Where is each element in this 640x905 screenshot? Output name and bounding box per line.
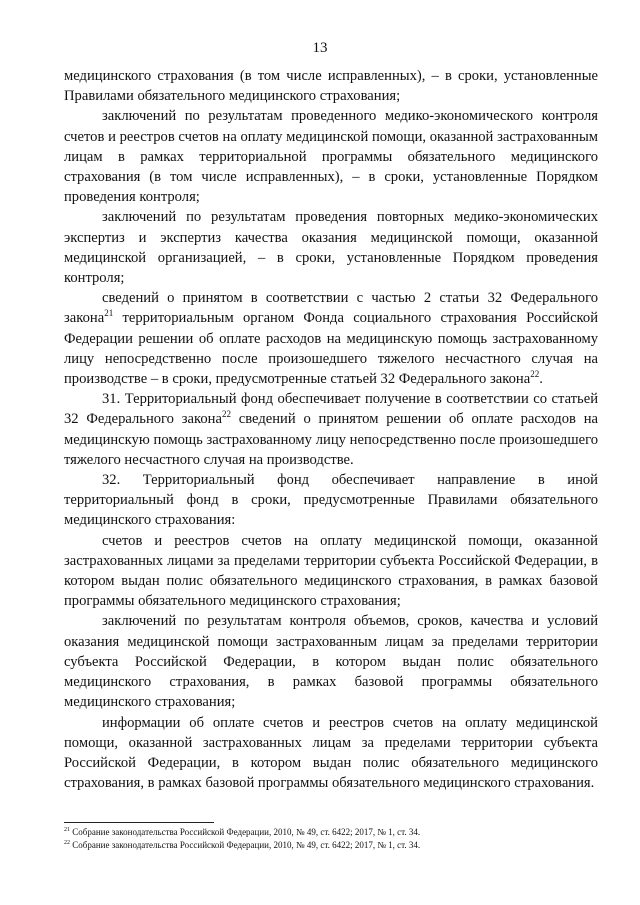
- body-text: [64, 66, 598, 793]
- footnote-text: Собрание законодательства Российской Федерации, 2010, № 49, ст. 6422; 2017, № 1, ст. 34.: [72, 840, 421, 850]
- paragraph-9: информации об оплате счетов и реестров счетов на оплату медицинской помощи, оказанной застрахованных лицам за пределами территории субъекта Российской Федерации, в котором выдан полис обязательного медицинского страхования, в рамках базовой программы обязательного медицинского страхования.: [64, 714, 598, 792]
- paragraph-2: заключений по результатам проведенного медико-экономического контроля счетов и реестров счетов на оплату медицинской помощи, оказанной застрахованным лицам в рамках территориальной программы обязательного медицинского страхования (в том числе исправленных), – в сроки, установленные Порядком проведения контроля;: [64, 108, 598, 206]
- footnote-divider: [64, 822, 214, 823]
- footnote-ref-21: 21: [104, 308, 114, 319]
- paragraph-7: счетов и реестров счетов на оплату медицинской помощи, оказанной застрахованных лицами за пределами территории субъекта Российской Федерации, в котором выдан полис обязательного медицинского страхования, в рамках базовой программы обязательного медицинского страхования;: [64, 532, 598, 610]
- footnote-item: [64, 826, 598, 839]
- paragraph-5-text-b: сведений о принятом решении об оплате расходов на медицинскую помощь застрахованному лицу непосредственно после произошедшего тяжелого несчастного случая на производстве.: [64, 411, 598, 468]
- paragraph-5-text-a: 31. Территориальный фонд обеспечивает получение в соответствии со статьей 32 Федерального закона: [64, 391, 598, 428]
- paragraph-4-text-b: территориальным органом Фонда социального страхования Российской Федерации решении об оплате расходов на медицинскую помощь застрахованному лицу непосредственно после произошедшего тяжелого несчастного случая на производстве – в сроки, предусмотренные статьей 32 Федерального закона: [64, 310, 598, 388]
- paragraph-3: заключений по результатам проведения повторных медико-экономических экспертиз и экспертиз качества оказания медицинской помощи, оказанной медицинской организацией, – в сроки, установленные Порядком проведения контроля;: [64, 209, 598, 287]
- footnote-ref-22: 22: [530, 369, 540, 380]
- paragraph-6: 32. Территориальный фонд обеспечивает направление в иной территориальный фонд в сроки, предусмотренные Правилами обязательного медицинского страхования:: [64, 472, 598, 529]
- paragraph-1: медицинского страхования (в том числе исправленных), – в сроки, установленные Правилами обязательного медицинского страхования;: [64, 68, 598, 105]
- paragraph-4: [64, 288, 598, 389]
- paragraph-5: [64, 389, 598, 470]
- paragraph-8: заключений по результатам контроля объемов, сроков, качества и условий оказания медицинской помощи застрахованным лицам за пределами территории субъекта Российской Федерации, в котором выдан полис обязательного медицинского страхования, в рамках базовой программы обязательного медицинского страхования;: [64, 613, 598, 711]
- footnote-mark: 22: [64, 840, 70, 846]
- page-number: 13: [312, 40, 328, 56]
- paragraph-4-text-a: сведений о принятом в соответствии с частью 2 статьи 32 Федерального закона: [64, 290, 598, 327]
- footnotes: [64, 826, 598, 852]
- paragraph-4-text-c: .: [539, 371, 543, 388]
- footnote-ref-22-b: 22: [221, 409, 231, 420]
- footnote-text: Собрание законодательства Российской Федерации, 2010, № 49, ст. 6422; 2017, № 1, ст. 34.: [72, 827, 421, 837]
- footnote-mark: 21: [64, 827, 70, 833]
- footnote-item: [64, 839, 598, 852]
